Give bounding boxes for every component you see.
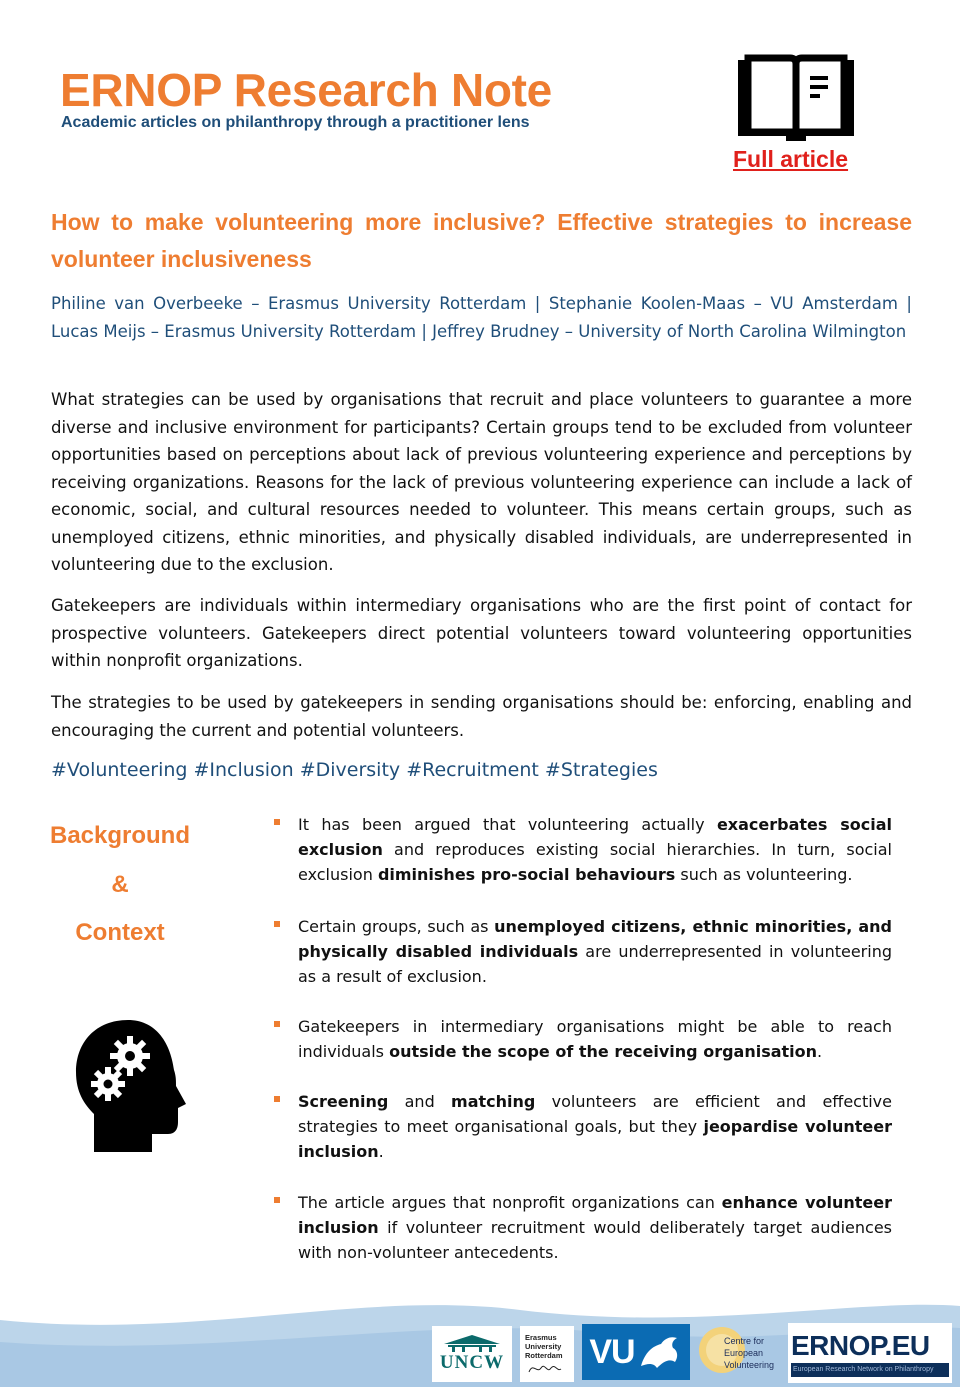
background-heading-line2: & [111, 870, 129, 898]
uncw-logo [432, 1326, 512, 1382]
cev-line3: Volunteering [724, 1360, 775, 1370]
cev-line2: European [724, 1348, 764, 1358]
intro-paragraph-1: What strategies can be used by organisations that recruit and place volunteers to guarantee a more diverse and inclusive environment for participants? Certain groups tend to be excluded from volunteer opportunities based on perceptions about lack of previous volunteering experience and perceptions by receiving organizations. Reasons for the lack of previous volunteering experience can include a lack of economic, social, and cultural resources needed to volunteer. This means certain groups, such as unemployed citizens, ethnic minorities, and physically disabled individuals, are underrepresented in volunteering due to the exclusion. [51, 390, 912, 574]
list-item: It has been argued that volunteering actually exacerbates social exclusion and reproduces existing social hierarchies. In turn, social exclusion diminishes pro-social behaviours such as volunteering. [272, 812, 892, 887]
page-subtitle: Academic articles on philanthropy through a practitioner lens [61, 114, 530, 131]
list-item: Certain groups, such as unemployed citizens, ethnic minorities, and physically disabled individuals are underrepresented in volunteering as a result of exclusion. [272, 914, 892, 989]
cev-logo [698, 1320, 782, 1382]
full-article-link[interactable]: Full article [733, 146, 849, 172]
ernop-logo [788, 1323, 952, 1383]
intro-paragraph-3: The strategies to be used by gatekeepers in sending organisations should be: enforcing, enabling and encouraging the current and potential volunteers. [51, 693, 912, 740]
book-icon[interactable] [736, 54, 856, 142]
uncw-building-icon [442, 1334, 502, 1352]
vu-logo-text: VU [589, 1332, 635, 1371]
list-item: Gatekeepers in intermediary organisations might be able to reach individuals outside the scope of the receiving organisation. [272, 1014, 892, 1064]
cev-emblem-icon [698, 1320, 782, 1382]
list-item: Screening and matching volunteers are efficient and effective strategies to meet organisational goals, but they jeopardise volunteer inclusion. [272, 1089, 892, 1164]
griffin-icon [635, 1332, 683, 1372]
erasmus-logo [520, 1326, 574, 1382]
hashtags: #Volunteering #Inclusion #Diversity #Recruitment #Strategies [51, 759, 658, 781]
erasmus-logo-line1: Erasmus [525, 1332, 557, 1342]
article-authors: Philine van Overbeeke – Erasmus University Rotterdam | Stephanie Koolen-Maas – VU Amsterdam | Lucas Meijs – Erasmus University Rotterdam | Jeffrey Brudney – University of North Carolina Wilmington [51, 294, 912, 341]
intro-paragraph-2: Gatekeepers are individuals within intermediary organisations who are the first point of contact for prospective volunteers. Gatekeepers direct potential volunteers toward volunteering opportunities within nonprofit organizations. [51, 596, 912, 670]
uncw-logo-text: UNCW [439, 1352, 505, 1373]
list-item: The article argues that nonprofit organizations can enhance volunteer inclusion if volunteer recruitment would deliberately target audiences with non-volunteer antecedents. [272, 1190, 892, 1265]
background-heading-line3: Context [75, 919, 165, 946]
ernop-logo-tagline: European Research Network on Philanthropy [791, 1363, 949, 1377]
head-gears-icon [72, 1016, 190, 1154]
erasmus-logo-line2: University [525, 1341, 562, 1351]
erasmus-logo-line3: Rotterdam [525, 1350, 563, 1360]
background-heading-line1: Background [49, 822, 190, 849]
cev-line1: Centre for [724, 1336, 765, 1346]
vu-logo [582, 1324, 690, 1380]
ernop-logo-text: ERNOP.EU [791, 1330, 930, 1361]
background-heading [40, 812, 200, 958]
page-title: ERNOP Research Note [60, 64, 552, 116]
background-bullet-list [272, 812, 892, 1265]
erasmus-signature-icon [525, 1360, 565, 1376]
article-title: How to make volunteering more inclusive? Effective strategies to increase volunteer inclusiveness [51, 209, 912, 272]
